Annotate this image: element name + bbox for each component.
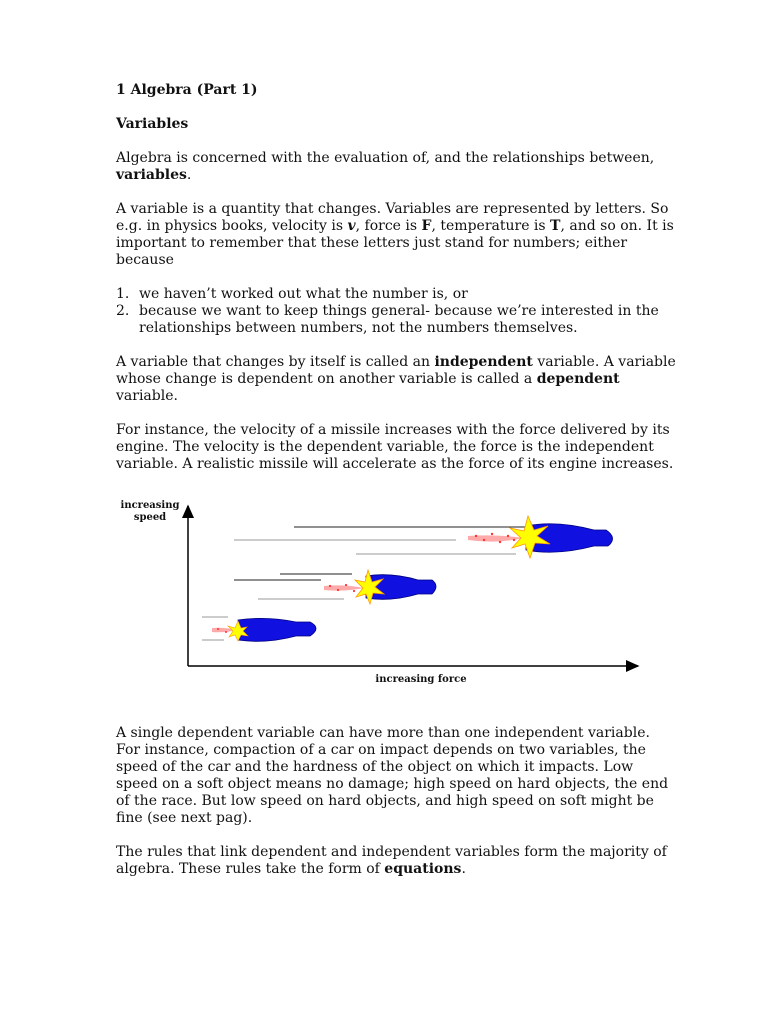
equations-end: .: [461, 861, 466, 877]
paragraph-independent-dependent: [116, 354, 676, 405]
section-heading: Variables: [116, 116, 189, 132]
y-axis-label-line2: speed: [133, 512, 167, 523]
def-text-1: A variable is a quantity that changes. Variables are represented by letters. So e.g. in physics books, velocity is: [116, 201, 669, 234]
missile-bottom: [212, 618, 316, 641]
indep-text-1: A variable that changes by itself is called an: [116, 354, 435, 370]
numbered-list: [116, 286, 676, 337]
paragraph-variable-definition: [116, 201, 676, 269]
page-heading: 1 Algebra (Part 1): [116, 82, 258, 98]
list-item: [116, 303, 676, 337]
y-axis-label-line1: increasing: [120, 500, 180, 511]
list-item: [116, 286, 676, 303]
document-page: [116, 82, 676, 878]
paragraph-intro: [116, 150, 676, 184]
list-number: 2.: [116, 303, 130, 319]
equations-text: The rules that link dependent and independent variables form the majority of algebra. These rules take the form of: [116, 844, 667, 877]
x-axis-label: increasing force: [375, 674, 467, 685]
def-text-2: , force is: [355, 218, 422, 234]
equations-term: equations: [384, 861, 462, 877]
def-text-4: , and so on. It is important to remember that these letters just stand for numbers; either because: [116, 218, 674, 268]
temperature-symbol: T: [550, 218, 561, 234]
indep-text-3: variable.: [116, 388, 178, 404]
list-text: because we want to keep things general- because we’re interested in the relationships between numbers, not the numbers themselves.: [139, 303, 659, 336]
paragraph-equations: [116, 844, 676, 878]
missile-diagram: [116, 490, 676, 708]
intro-bold-term: variables: [116, 167, 187, 183]
missile-top: [468, 516, 613, 558]
velocity-symbol: v: [347, 218, 356, 234]
paragraph-multiple-variables: A single dependent variable can have more than one independent variable. For instance, compaction of a car on impact depends on two variables, the speed of the car and the hardness of the object on which it impacts. Low speed on a soft object means no damage; high speed on hard objects, the end of the race. But low speed on hard objects, and high speed on soft might be fine (see next pag).: [116, 725, 669, 826]
paragraph-missile-example: For instance, the velocity of a missile increases with the force delivered by its engine. The velocity is the dependent variable, the force is the independent variable. A realistic missile will accelerate as the force of its engine increases.: [116, 422, 674, 472]
list-number: 1.: [116, 286, 130, 302]
indep-text-2: variable. A variable whose change is dependent on another variable is called a: [116, 354, 676, 387]
independent-term: independent: [434, 354, 533, 370]
missile-figure: [116, 490, 676, 708]
list-text: we haven’t worked out what the number is, or: [139, 286, 468, 302]
intro-text: Algebra is concerned with the evaluation of, and the relationships between,: [116, 150, 655, 166]
force-symbol: F: [421, 218, 432, 234]
def-text-3: , temperature is: [431, 218, 551, 234]
intro-end: .: [186, 167, 192, 183]
dependent-term: dependent: [536, 371, 620, 387]
